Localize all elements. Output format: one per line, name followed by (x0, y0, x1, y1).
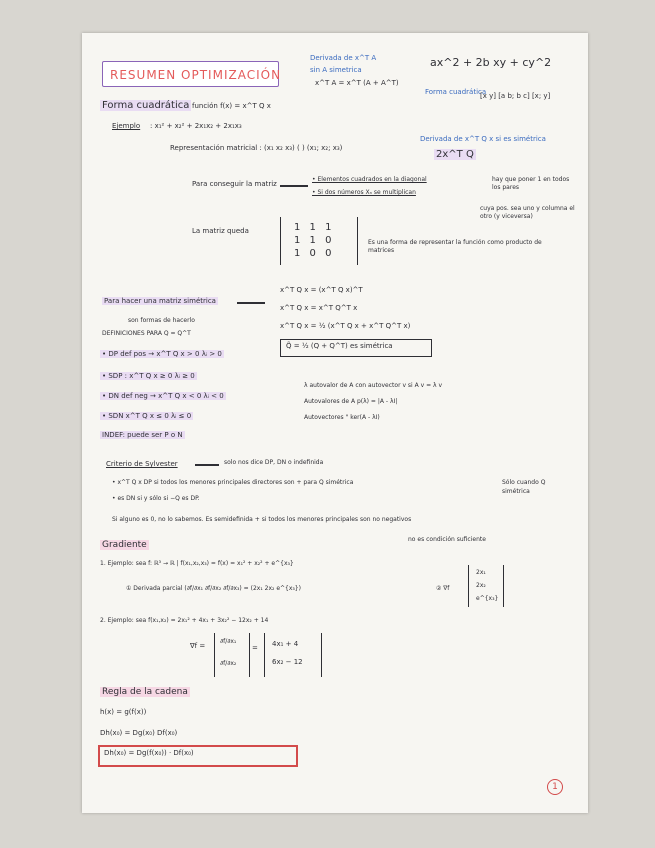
def-sdp: • SDP : x^T Q x ≥ 0 λᵢ ≥ 0 (102, 372, 195, 380)
page-number: 1 (547, 779, 563, 795)
gradient-component: 2x₁ (476, 569, 486, 576)
equals-sign: = (252, 644, 258, 652)
forma-cuadratica-heading: Forma cuadrática (102, 100, 190, 111)
gradiente-heading: Gradiente (102, 540, 147, 550)
derivada-result: 2x^T Q (436, 149, 474, 160)
partial-x1: ∂f/∂x₁ (220, 638, 237, 645)
representacion-text: Representación matricial : (x₁ x₂ x₃) ( ) (x₁; x₂; x₃) (170, 144, 343, 152)
funcion-text: función f(x) = x^T Q x (192, 102, 271, 110)
autovalores: Autovalores de A p(λ) = |A - λI| (304, 398, 398, 405)
sylvester-item3: Si alguno es 0, no lo sabemos. Es semidefinida + si todos los menores principales son no negativos (112, 516, 412, 523)
gradiente-ej2: 2. Ejemplo: sea f(x₁,x₂) = 2x₁² + 4x₁ + 3x₂² − 12x₂ + 14 (100, 617, 269, 624)
bullet2: • Si dos números Xₙ se multiplican (312, 189, 416, 196)
eq1: x^T Q x = (x^T Q x)^T (280, 286, 363, 294)
son-formas: son formas de hacerlo (128, 317, 195, 324)
def-dn: • DN def neg → x^T Q x < 0 λᵢ < 0 (102, 392, 224, 400)
cadena-line1: h(x) = g(f(x)) (100, 708, 147, 716)
autovalor-def: λ autovalor de A con autovector v si A v = λ v (304, 382, 443, 389)
cadena-line2: Dh(x₀) = Dg(x₀) Df(x₀) (100, 729, 178, 737)
matrix-row: 1 0 0 (294, 248, 335, 259)
arrow (195, 464, 219, 466)
derivada-formula: x^T A = x^T (A + A^T) (315, 79, 399, 87)
forma-matrix: [x y] [a b; b c] [x; y] (480, 92, 551, 100)
notebook-page (82, 33, 588, 813)
nabla-label: ∇f = (190, 642, 206, 650)
matrix-description: Es una forma de representar la función como producto de matrices (368, 239, 542, 255)
sylvester-heading: Criterio de Sylvester (106, 460, 178, 468)
sin-simetrica-note: sin A simetrica (310, 66, 362, 74)
derivada-parcial: ① Derivada parcial (∂f/∂x₁ ∂f/∂x₂ ∂f/∂x₃) = (2x₁ 2x₂ e^{x₃}) (126, 585, 301, 592)
bullet1-note: hay que poner 1 en todos los pares (492, 176, 570, 191)
conseguir-text: Para conseguir la matriz (192, 180, 277, 188)
page-title: RESUMEN OPTIMIZACIÓN (110, 68, 282, 82)
boxed-formula: Q̃ = ½ (Q + Q^T) es simétrica (286, 342, 393, 350)
def-indef: INDEF: puede ser P o N (102, 431, 183, 439)
ejemplo-label: Ejemplo (112, 122, 141, 130)
sylvester-item1: • x^T Q x DP si todos los menores principales directores son + para Q simétrica (112, 479, 354, 486)
ejemplo-text: : x₁² + x₂² + 2x₁x₂ + 2x₁x₃ (150, 122, 242, 130)
eq2: x^T Q x = x^T Q^T x (280, 304, 358, 312)
result-component: 4x₁ + 4 (272, 640, 299, 648)
cadena-heading: Regla de la cadena (102, 687, 188, 697)
result-component: 6x₂ − 12 (272, 658, 303, 666)
arrow (237, 302, 265, 304)
sylvester-item2: • es DN si y sólo si −Q es DP. (112, 495, 200, 502)
autovectores: Autovectores " ker(A - λI) (304, 414, 380, 421)
bullet2-note: cuya pos. sea uno y columna el otro (y viceversa) (480, 205, 575, 220)
forma-general: ax^2 + 2b xy + cy^2 (430, 56, 552, 69)
gradient-component: e^{x₃} (476, 595, 499, 602)
partial-x2: ∂f/∂x₂ (220, 660, 237, 667)
eq3: x^T Q x = ½ (x^T Q x + x^T Q^T x) (280, 322, 411, 330)
gradient-component: 2x₂ (476, 582, 486, 589)
matriz-queda: La matriz queda (192, 227, 249, 235)
derivada-note: Derivada de x^T A (310, 54, 377, 62)
matrix-row: 1 1 0 (294, 235, 335, 246)
sylvester-note: solo nos dice DP, DN o indefinida (224, 459, 324, 466)
no-suficiente-note: no es condición suficiente (408, 536, 486, 543)
sylvester-side-note: Sólo cuando Q simétrica (502, 479, 546, 495)
def-dp: • DP def pos → x^T Q x > 0 λᵢ > 0 (102, 350, 222, 358)
gradiente-ej1: 1. Ejemplo: sea f: ℝ³ → ℝ | f(x₁,x₂,x₃) = f(x) = x₁² + x₂² + e^{x₃} (100, 560, 294, 567)
cadena-boxed: Dh(x₀) = Dg(f(x₀)) · Df(x₀) (104, 749, 194, 757)
matrix-row: 1 1 1 (294, 222, 335, 233)
bullet1: • Elementos cuadrados en la diagonal (312, 176, 427, 183)
definiciones-label: DEFINICIONES PARA Q = Q^T (102, 330, 191, 337)
derivada-simetrica-note: Derivada de x^T Q x si es simétrica (420, 135, 546, 143)
hacer-simetrica: Para hacer una matriz simétrica (104, 297, 216, 305)
forma-cuadratica-label: Forma cuadrática (425, 88, 487, 96)
gradient-label: ② ∇f (436, 585, 450, 592)
arrow (280, 185, 308, 187)
def-sdn: • SDN x^T Q x ≤ 0 λᵢ ≤ 0 (102, 412, 192, 420)
